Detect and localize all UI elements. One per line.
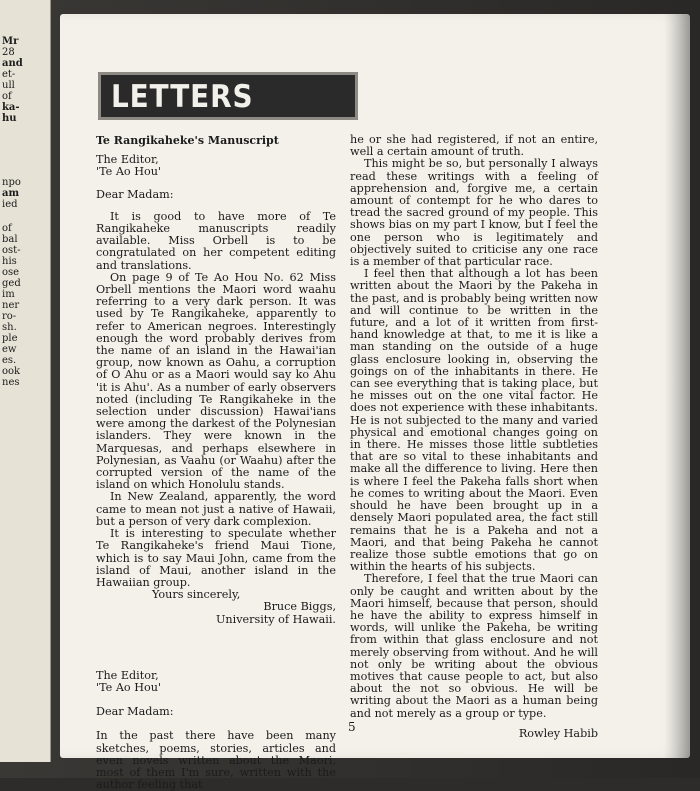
previous-page-fragment: ost- <box>2 245 21 256</box>
previous-page-fragment: ka- <box>2 102 20 113</box>
previous-page-fragment: es. <box>2 355 17 366</box>
previous-page-fragment: hu <box>2 113 17 124</box>
letter1-signature: Bruce Biggs, <box>263 600 336 614</box>
previous-page-fragment: et- <box>2 69 16 80</box>
gutter-shadow <box>664 14 690 758</box>
letter2-addressee-2: 'Te Ao Hou' <box>96 680 161 694</box>
previous-page-fragment: npo <box>2 177 21 188</box>
previous-page-fragment: sh. <box>2 322 17 333</box>
previous-page-fragment: ew <box>2 344 17 355</box>
magazine-page <box>60 14 690 791</box>
previous-page-fragment: ple <box>2 333 18 344</box>
section-title: LETTERS <box>111 79 254 115</box>
previous-page-fragment: am <box>2 188 20 199</box>
previous-page-fragment: of <box>2 91 12 102</box>
previous-page-fragment: ied <box>2 199 18 210</box>
previous-page-fragment: nes <box>2 377 20 388</box>
letter2-addressee-1: The Editor, <box>96 668 159 682</box>
letter1-heading: Te Rangikaheke's Manuscript <box>96 134 279 147</box>
section-title-box <box>98 72 358 120</box>
previous-page-fragment: ner <box>2 300 20 311</box>
letter2-signature: Rowley Habib <box>518 726 598 740</box>
previous-page-fragment: of <box>2 223 12 234</box>
letter1-salutation: Dear Madam: <box>96 187 174 201</box>
previous-page-edge <box>0 0 51 762</box>
letter2-paragraph-1-end: he or she had registered, if not an entire, well a certain amount of truth. <box>350 133 598 159</box>
letter1-addressee-1: The Editor, <box>96 153 159 167</box>
page-number: 5 <box>348 720 356 734</box>
previous-page-fragment: ook <box>2 366 21 377</box>
letter2-paragraph-1-start: In the past there have been many sketches, poems, stories, articles and even novels written about the Maori, most of them I'm sure, written with the author feeling that <box>96 729 336 791</box>
letter2-paragraph-3: I feel then that although a lot has been written about the Maori by the Pakeha in the past, and is probably being written now and will continue to be written in the future, and a lot of it written from first-hand knowledge at that, to me it is like a man standing on the outside of a huge glass enclosure looking in, observing the goings on of the inhabitants in there. He can see everything that is taking place, but he misses out on the one vital factor. He does not experience with these inhabitants. He is not subjected to the many and varied physical and emotional changes going on in there. He misses those little subtleties that are so vital to these inhabitants and make all the difference to living. Here then is where I feel the Pakeha falls short when he comes to writing about the Maori. Even should he have been brought up in a densely Maori populated area, the fact still remains that he is a Pakeha and not a Maori, and that being Pakeha he cannot realize those subtle emotions that go on within the hearts of his subjects. <box>350 267 598 574</box>
letter1-paragraph-4: It is interesting to speculate whether Te Rangikaheke's friend Maui Tione, which is to say Maui John, came from the island of Maui, another island in the Hawaiian group. <box>96 527 336 589</box>
letter1-paragraph-1: It is good to have more of Te Rangikaheke manuscripts readily available. Miss Orbell is to be congratulated on her competent editing and translations. <box>96 209 336 272</box>
letter2-paragraph-2: This might be so, but personally I always read these writings with a feeling of apprehension and, forgive me, a certain amount of contempt for he who dares to tread the sacred ground of my people. This shows bias on my part I know, but I feel the one person who is legitimately and objectively suited to criticise any one race is a member of that particular race. <box>350 157 598 269</box>
previous-page-fragment: and <box>2 58 23 69</box>
letter2-salutation: Dear Madam: <box>96 705 174 719</box>
previous-page-fragment: ose <box>2 267 20 278</box>
letter2-paragraph-4: Therefore, I feel that the true Maori can only be caught and written about by the Maori himself, because that person, should he have the ability to express himself in words, will unlike the Pakeha, be writing from within that glass enclosure and not merely observing from without. And he will not only be writing about the obvious motives that cause people to act, but also about the not so obvious. He will be writing about the Maori as a human being and not merely as a group or type. <box>350 572 598 720</box>
letter1-paragraph-2: On page 9 of Te Ao Hou No. 62 Miss Orbell mentions the Maori word waahu referring to a very dark person. It was used by Te Rangikaheke, apparently to refer to American negroes. Interestingly enough the word probably derives from the name of an island in the Hawai'ian group, now known as Oahu, a corruption of O Ahu or as a Maori would say ko Ahu 'it is Ahu'. As a number of early observers noted (including Te Rangikaheke in the selection under discussion) Hawai'ians were among the darkest of the Polynesian islanders. They were known in the Marquesas, and perhaps elsewhere in Polynesian, as Vaahu (or Waahu) after the corrupted version of the name of the island on which Honolulu stands. <box>96 270 336 492</box>
column-left <box>96 135 336 791</box>
previous-page-fragment: ro- <box>2 311 17 322</box>
letter1-closing: Yours sincerely, <box>152 588 241 602</box>
letter1-addressee-2: 'Te Ao Hou' <box>96 165 161 179</box>
previous-page-fragment: 28 <box>2 47 15 58</box>
previous-page-fragment: Mr <box>2 36 19 47</box>
letter1-affiliation: University of Hawaii. <box>215 612 336 626</box>
previous-page-fragment: ged <box>2 278 21 289</box>
previous-page-fragment: his <box>2 256 17 267</box>
previous-page-fragment: bal <box>2 234 18 245</box>
letter1-paragraph-3: In New Zealand, apparently, the word came to mean not just a native of Hawaii, but a person of very dark complexion. <box>96 490 336 528</box>
previous-page-fragment: ull <box>2 80 15 91</box>
column-right <box>350 134 598 740</box>
previous-page-fragment: im <box>2 289 15 300</box>
